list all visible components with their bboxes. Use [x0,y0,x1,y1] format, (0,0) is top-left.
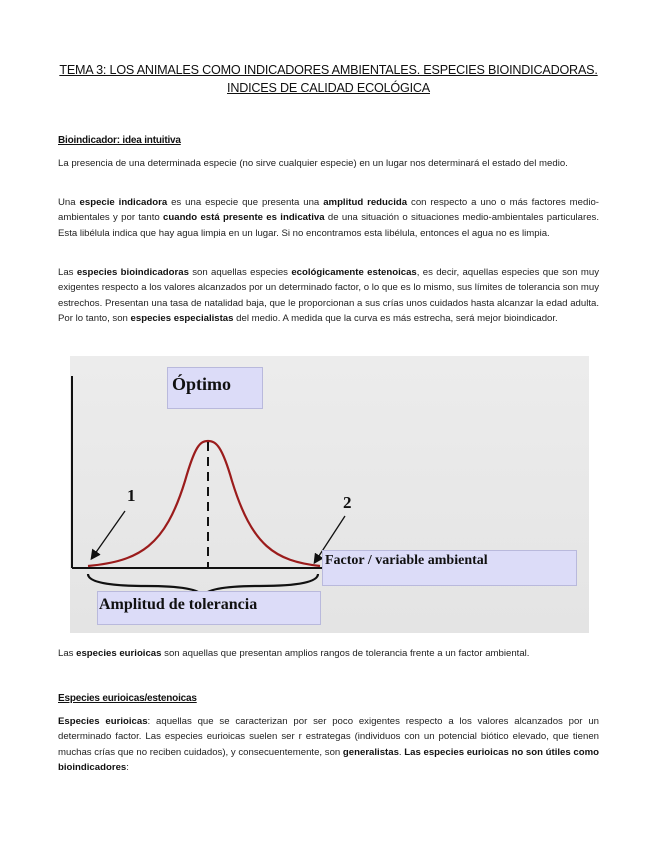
bold-term: cuando está presente es indicativa [163,212,325,224]
factor-label: Factor / variable ambiental [325,553,488,568]
arrow-2-label: 2 [343,493,352,512]
bold-term: amplitud reducida [323,197,408,208]
paragraph-eurioicas-definition: Las especies eurioicas son aquellas que presentan amplios rangos de tolerancia frente a un factor ambiental. [58,648,530,659]
paragraph-intro: La presencia de una determinada especie (no sirve cualquier especie) en un lugar nos determinará el estado del medio. [58,158,568,169]
bold-term: especies bioindicadoras [76,267,189,278]
tolerance-curve [88,441,320,566]
amplitude-label-box [97,591,321,625]
bold-term: especies especialistas [130,312,234,324]
paragraph-especies-eurioicas: Especies eurioicas: aquellas que se caracterizan por ser poco exigentes respecto a los valores alcanzados por un determinado factor. Las especies eurioicas suelen ser r estrategas (individuos con un potencial biótico elevado, que tienen muchas crías que no reciben cuidados), y consecuentemente, son generalistas. Las especies eurioicas no son útiles como bioindicadores: [58,716,599,773]
title-line-2: INDICES DE CALIDAD ECOLÓGICA [227,81,430,95]
bold-term: Especies eurioicas [58,716,148,727]
title-line-1: TEMA 3: LOS ANIMALES COMO INDICADORES AMBIENTALES. ESPECIES BIOINDICADORAS. [59,63,598,77]
tolerance-curve-figure [70,356,589,633]
section-heading-bioindicador: Bioindicador: idea intuitiva [58,135,181,146]
bold-term: especie indicadora [79,197,168,208]
bold-term: Las especies eurioicas no son útiles como bioindicadores [58,746,599,773]
paragraph-especie-indicadora: Una especie indicadora es una especie que presenta una amplitud reducida con respecto a uno o más factores medio-ambientales y por tanto cuando está presente es indicativa de una situación o situaciones medio-ambientales particulares. Esta libélula indica que hay agua limpia en un lugar. Si no encontramos esta libélula, entonces el agua no es limpia. [58,197,600,239]
bold-term: ecológicamente estenoicas [291,267,417,278]
document-title [58,61,599,97]
arrow-1-label: 1 [127,486,136,505]
optimo-label: Óptimo [172,374,232,394]
bold-term: especies eurioicas [76,648,162,659]
amplitude-label: Amplitud de tolerancia [99,596,258,613]
section-heading-eurioicas-estenoicas: Especies eurioicas/estenoicas [58,693,197,704]
optimo-label-box [167,367,263,409]
bold-term: generalistas [342,746,399,758]
paragraph-bioindicadoras: Las especies bioindicadoras son aquellas especies ecológicamente estenoicas, es decir, aquellas especies que son muy exigentes respecto a los valores alcanzados por un determinado factor, o lo que es lo mismo, sus límites de tolerancia son muy estrechos. Presentan una tasa de natalidad baja, que le proporcionan a sus crías unos cuidados hasta alcanzar la edad adulta. Por lo tanto, son especies especialistas del medio. A medida que la curva es más estrecha, será mejor bioindicador. [58,267,599,324]
arrow-1 [92,511,125,558]
factor-label-box [322,550,577,586]
